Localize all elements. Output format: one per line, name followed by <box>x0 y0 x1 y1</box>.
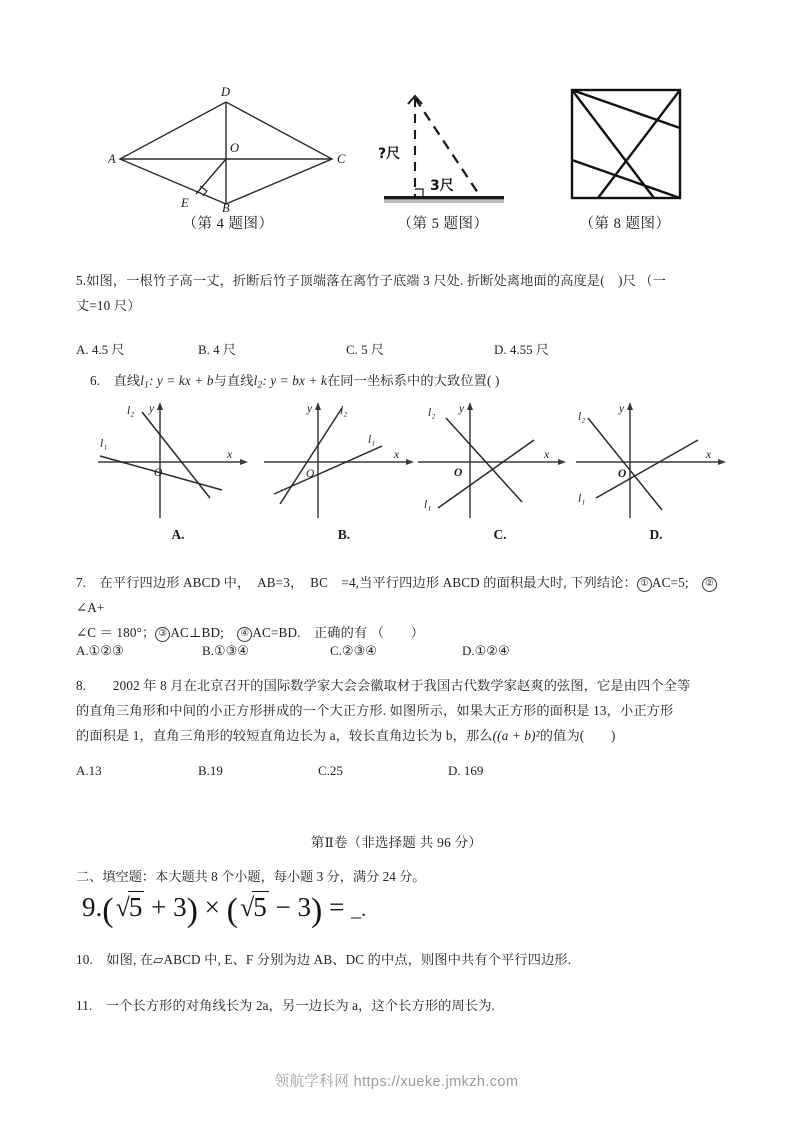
q5-option-c[interactable]: C. 5 尺 <box>346 342 384 357</box>
question-8-line3 <box>76 723 741 748</box>
q7-line2-a: ∠C ＝ 180°； <box>76 625 156 640</box>
q5-option-b[interactable]: B. 4 尺 <box>198 342 236 357</box>
q9-answer-blank[interactable]: _. <box>351 899 367 921</box>
q6c-label-l1: l₁ <box>424 499 432 511</box>
q9-radical-symbol-1: √ <box>115 893 130 922</box>
q6-choice-d-label: D. <box>649 527 663 542</box>
q6d-label-x: x <box>706 449 712 461</box>
q6-eq1: : y = kx + b <box>148 373 214 388</box>
q6-choice-a[interactable] <box>92 398 264 543</box>
q7-item4-text: AC=BD. 正确的有 （ ） <box>252 625 425 640</box>
q9-radical-2 <box>238 892 269 923</box>
q9-times: × <box>204 892 220 922</box>
figure4-caption: （第 4 题图） <box>182 216 274 232</box>
q7-item3-text: AC⊥BD; <box>170 625 238 640</box>
question-7-line2 <box>76 620 736 645</box>
question-5-line1: 5.如图，一根竹子高一丈，折断后竹子顶端落在离竹子底端 3 尺处. 折断处离地面的高度是( )尺 （一 <box>76 273 667 288</box>
question-8-line2: 的直角三角形和中间的小正方形拼成的一个大正方形. 如图所示，如果大正方形的面积是 13，小正方形 <box>76 703 674 718</box>
q6d-label-origin: O <box>618 468 627 480</box>
q6b-label-l2: l₂ <box>340 405 348 417</box>
q6-l2-sub: 2 <box>257 380 263 391</box>
figure4-label-O: O <box>230 141 240 155</box>
q9-radical-1 <box>114 892 145 923</box>
q6-choice-a-label: A. <box>171 527 185 542</box>
q6-eq2: : y = bx + k <box>262 373 327 388</box>
q6-choice-c-label: C. <box>493 527 507 542</box>
question-5-options <box>76 339 549 358</box>
question-10-text: 10. 如图, 在▱ABCD 中, E、F 分别为边 AB、DC 的中点，则图中共有个平行四边形. <box>76 952 572 967</box>
q6b-label-y: y <box>307 403 313 415</box>
q9-lparen-1: ( <box>102 892 114 929</box>
q6d-label-y: y <box>619 403 625 415</box>
q8-option-a[interactable]: A.13 <box>76 763 102 778</box>
q6c-label-y: y <box>459 403 465 415</box>
q5-option-a[interactable]: A. 4.5 尺 <box>76 342 125 357</box>
q6-l2: l <box>253 373 258 388</box>
q6-mid: 与直线 <box>213 373 254 388</box>
q9-plus-3: + 3 <box>151 892 187 922</box>
q6-l1-sub: 1 <box>144 380 149 391</box>
question-8-line1: 8. 2002 年 8 月在北京召开的国际数学家大会会徽取材于我国古代数学家赵爽的弦图，它是由四个全等 <box>76 678 691 693</box>
q6d-label-l1: l₁ <box>578 493 586 505</box>
figure-question-5 <box>368 82 518 233</box>
q6-l1: l <box>140 373 145 388</box>
chord-diagram <box>550 82 700 212</box>
figure5-label-height: ?尺 <box>378 146 401 162</box>
q6a-label-x: x <box>227 449 233 461</box>
figure5-label-base: 3尺 <box>430 178 454 194</box>
q9-radicand-2: 5 <box>253 892 267 922</box>
q6a-label-l1: l₁ <box>100 438 108 450</box>
q8-option-c[interactable]: C.25 <box>318 763 343 778</box>
q9-radical-symbol-2: √ <box>239 893 255 922</box>
q9-minus-3: − 3 <box>275 892 311 922</box>
question-6-text <box>90 368 730 398</box>
q9-rparen-2: ) <box>311 892 323 929</box>
figure4-label-E: E <box>181 196 189 210</box>
question-9-expression <box>82 892 366 930</box>
section-2-header: 第Ⅱ卷（非选择题 共 96 分） <box>310 835 483 850</box>
q7-option-d[interactable]: D.①②④ <box>462 643 510 658</box>
q6b-label-x: x <box>394 449 400 461</box>
q6d-label-l2: l₂ <box>578 411 586 423</box>
question-11-text: 11. 一个长方形的对角线长为 2a，另一边长为 a，这个长方形的周长为. <box>76 998 495 1013</box>
q6-choice-b-label: B. <box>337 527 351 542</box>
figure4-label-B: B <box>222 201 230 212</box>
q9-radicand-1: 5 <box>128 892 143 922</box>
figure-question-8 <box>550 82 700 233</box>
q7-marker-2: ② <box>702 577 717 592</box>
q6c-label-x: x <box>544 449 550 461</box>
question-8-options <box>76 763 483 779</box>
q6a-label-origin: O <box>154 467 163 479</box>
q6-prefix: 6. 直线 <box>90 373 141 388</box>
figure4-label-D: D <box>221 85 231 99</box>
q7-item2-text: ∠A+ <box>76 600 105 615</box>
question-7-text <box>76 570 736 645</box>
q6-graph-b <box>258 398 430 524</box>
q6-suffix: 在同一坐标系中的大致位置( ) <box>326 373 500 388</box>
q6c-label-l2: l₂ <box>428 407 436 419</box>
question-8-text <box>76 673 741 748</box>
q7-line1-a: 7. 在平行四边形 ABCD 中， AB=3， BC =4,当平行四边形 ABCD 的面积最大时, 下列结论： <box>76 575 637 590</box>
q9-lparen-2: ( <box>226 892 238 929</box>
q6-choice-b[interactable] <box>258 398 430 543</box>
question-7-options <box>76 643 510 659</box>
q8-option-d[interactable]: D. 169 <box>448 763 484 778</box>
figures-row <box>0 78 793 248</box>
q6-choice-d[interactable] <box>570 398 742 543</box>
figure8-caption: （第 8 题图） <box>579 216 671 232</box>
q7-item1-text: AC=5; <box>651 575 703 590</box>
question-5-line2: 丈=10 尺） <box>76 298 141 313</box>
q8-expression: ((a + b)² <box>492 728 540 743</box>
q8-option-b[interactable]: B.19 <box>198 763 223 778</box>
q7-marker-4: ④ <box>237 627 252 642</box>
q6-graph-c <box>414 398 586 524</box>
question-5-text <box>76 268 726 318</box>
q9-number: 9. <box>82 892 103 922</box>
q7-option-c[interactable]: C.②③④ <box>330 643 377 658</box>
q5-option-d[interactable]: D. 4.55 尺 <box>494 342 549 357</box>
q6a-label-l2: l₂ <box>127 405 135 417</box>
fill-in-blank-header: 二、填空题：本大题共 8 个小题，每小题 3 分，满分 24 分。 <box>76 869 426 884</box>
q8-line3-a: 的面积是 1，直角三角形的较短直角边长为 a，较长直角边长为 b，那么 <box>76 728 493 743</box>
q7-option-a[interactable]: A.①②③ <box>76 643 124 658</box>
question-7-line1 <box>76 570 736 620</box>
figure4-label-A: A <box>108 152 116 166</box>
rhombus-diagram <box>108 82 348 212</box>
footer-watermark: 领航学科网 https://xueke.jmkzh.com <box>274 1074 519 1090</box>
q7-marker-1: ① <box>637 577 652 592</box>
q6a-label-y: y <box>149 403 155 415</box>
q6-graph-d <box>570 398 742 524</box>
figure-question-4 <box>108 82 348 233</box>
q6-graph-a <box>92 398 264 524</box>
q6b-label-origin: O <box>306 468 315 480</box>
question-6-choice-graphs <box>0 398 793 548</box>
figure5-caption: （第 5 题图） <box>397 216 489 232</box>
q7-option-b[interactable]: B.①③④ <box>202 643 249 658</box>
q8-line3-b: 的值为( ) <box>539 728 616 743</box>
q9-rparen-1: ) <box>186 892 198 929</box>
q6c-label-origin: O <box>454 467 463 479</box>
figure4-label-C: C <box>337 152 346 166</box>
bamboo-diagram <box>368 82 518 212</box>
q6b-label-l1: l₁ <box>368 434 376 446</box>
q6-choice-c[interactable] <box>414 398 586 543</box>
q9-equals: = <box>329 892 345 922</box>
q7-marker-3: ③ <box>155 627 170 642</box>
